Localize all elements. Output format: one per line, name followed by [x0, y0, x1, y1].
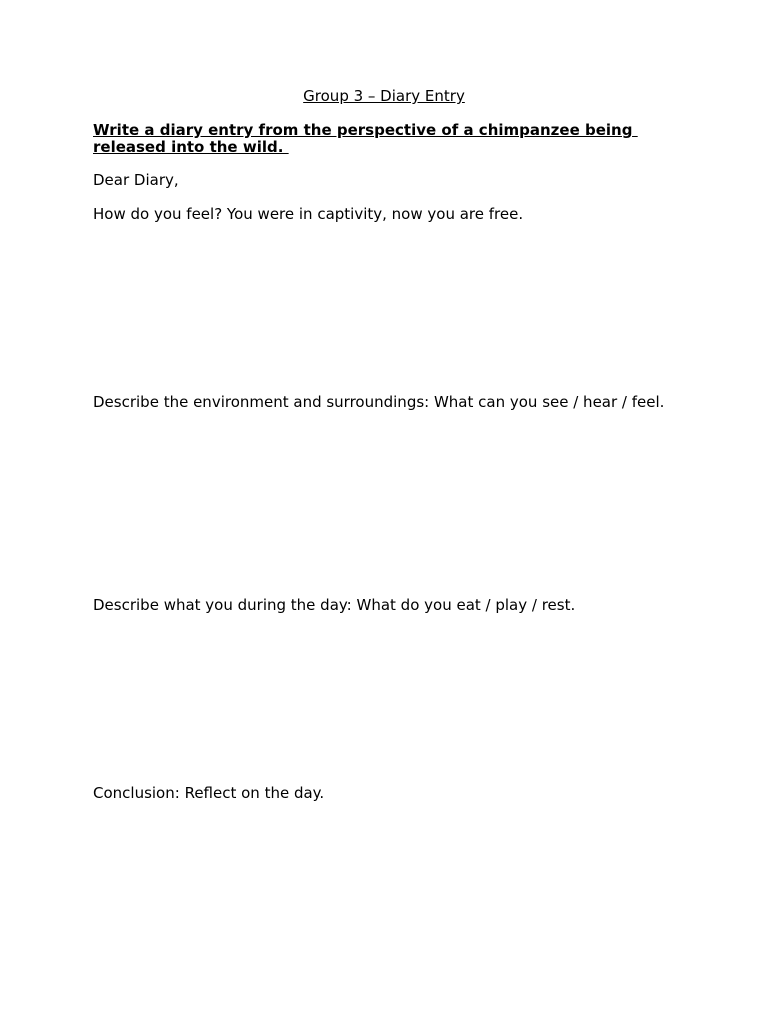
prompt-feelings: How do you feel? You were in captivity, now you are free. [93, 205, 524, 223]
salutation-text: Dear Diary, [93, 171, 179, 189]
prompt-environment: Describe the environment and surroundings: What can you see / hear / feel. [93, 393, 665, 411]
prompt-conclusion: Conclusion: Reflect on the day. [93, 784, 325, 802]
instruction-text: Write a diary entry from the perspective of a chimpanzee being released into the wild. [93, 121, 638, 156]
prompt-daily-activities: Describe what you during the day: What do you eat / play / rest. [93, 596, 576, 614]
page-title: Group 3 – Diary Entry [303, 87, 465, 105]
